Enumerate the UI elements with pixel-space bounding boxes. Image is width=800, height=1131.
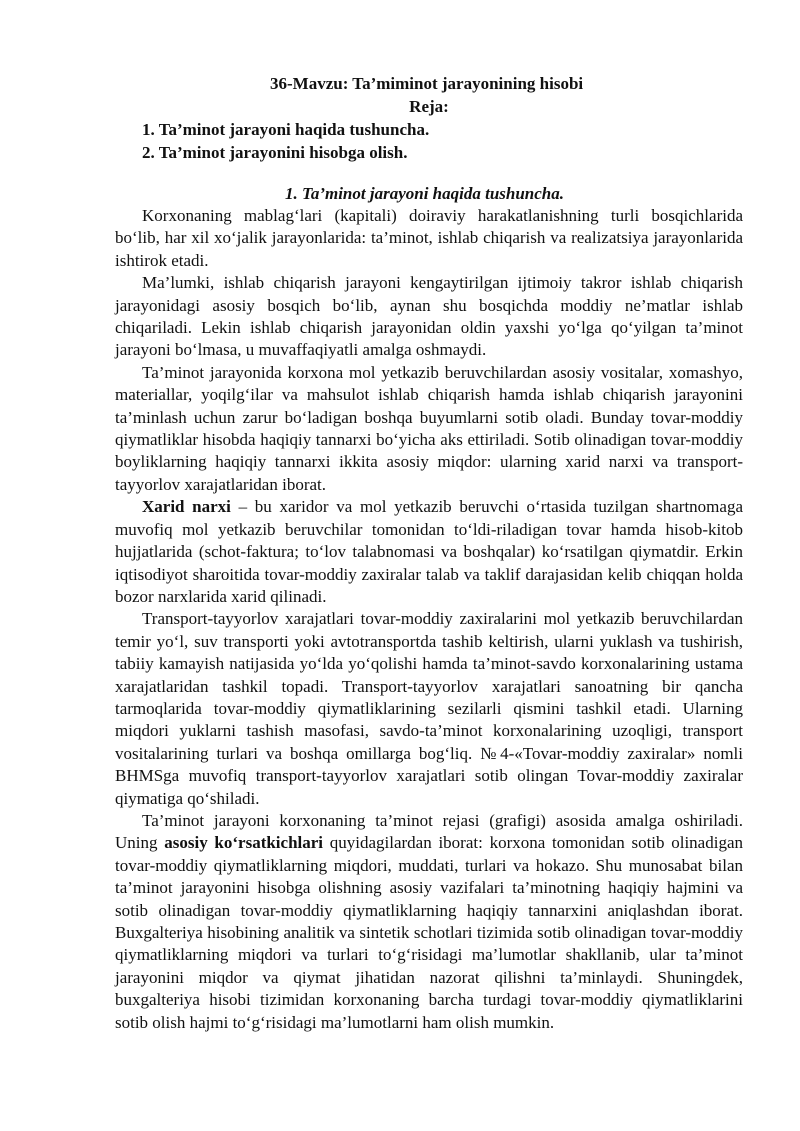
paragraph-3: Ta’minot jarayonida korxona mol yetkazib beruvchilardan asosiy vositalar, xomashyo, materiallar, yoqilg‘ilar va mahsulot ishlab chiqarish hamda ishlab chiqarish jarayonini ta’minlash uchun zarur bo‘ladigan boshqa buyumlarni sotib oladi. Bunday tovar-moddiy qiymatliklar hisobda haqiqiy tannarxi bo‘yicha aks ettiriladi. Sotib olinadigan tovar-moddiy boyliklarning haqiqiy tannarxi ikkita asosiy miqdor: ularning xarid narxi va transport-tayyorlov xarajatlaridan iborat. [115,362,743,494]
paragraph-2: Ma’lumki, ishlab chiqarish jarayoni kengaytirilgan ijtimoiy takror ishlab chiqarish jarayonidagi asosiy bosqich bo‘lib, aynan shu bosqichda moddiy ne’matlar ishlab chiqariladi. Lekin ishlab chiqarish jarayonidan oldin yaxshi yo‘lga qo‘yilgan ta’minot jarayoni bo‘lmasa, u muvaffaqiyatli amalga oshmaydi. [115,273,743,360]
section-heading: 1. Ta’minot jarayoni haqida tushuncha. [285,184,565,203]
paragraph-6-text: quyidagilardan iborat: korxona tomonidan sotib olinadigan tovar-moddiy qiymatliklarning miqdori, muddati, turlari va hokazo. Shu munosabat bilan ta’minot jarayonini hisobga olishning asosiy vazifalari ta’minotning haqiqiy hajmini va sotib olinadigan tovar-moddiy qiymatliklarning haqiqiy tannarxini aniqlashdan iborat. Buxgalteriya hisobining analitik va sintetik schotlari tizimida sotib olinadigan tovar-moddiy qiymatliklarning miqdori va turlari to‘g‘risidagi ma’lumotlar shakllanib, ular ta’minot jarayonini miqdor va qiymat jihatidan nazorat qilishni ta’minlaydi. Shuningdek, buxgalteriya hisobi tizimidan korxonaning barcha turdagi tovar-moddiy qiymatliklarini sotib olish hajmi to‘g‘risidagi ma’lumotlarni ham olish mumkin. [115,833,744,1032]
term-xarid-narxi: Xarid narxi [142,497,231,517]
document-page [115,72,743,1034]
paragraph-6-start: Ta’minot jarayoni korxonaning ta’minot rejasi (grafigi) asosida amalga oshiriladi. Uning [115,810,743,853]
plan-heading: Reja: [409,97,449,116]
plan-item-2: 2. Ta’minot jarayonini hisobga olish. [142,143,408,162]
paragraph-4 [115,496,743,608]
document-title: 36-Mavzu: Ta’miminot jarayonining hisobi [270,74,584,93]
paragraph-4-text: – bu xaridor va mol yetkazib beruvchi o‘rtasida tuzilgan shartnomaga muvofiq mol yetkazib beruvchilar tomonidan to‘ldi-riladigan tovar hamda hisob-kitob hujjatlarida (schot-faktura; to‘lov talabnomasi va boshqalar) ko‘rsatilgan qiymatdir. Erkin iqtisodiyot sharoitida tovar-moddiy zaxiralar talab va taklif darajasidan kelib chiqqan holda bozor narxlarida xarid qilinadi. [115,497,743,606]
paragraph-6 [115,810,743,1034]
term-asosiy-korsatkichlari: asosiy ko‘rsatkichlari [164,833,324,853]
paragraph-1: Korxonaning mablag‘lari (kapitali) doiraviy harakatlanishning turli bosqichlarida bo‘lib, har xil xo‘jalik jarayonlarida: ta’minot, ishlab chiqarish va realizatsiya jarayonlarida ishtirok etadi. [115,206,743,270]
plan-item-1: 1. Ta’minot jarayoni haqida tushuncha. [142,120,430,139]
paragraph-5: Transport-tayyorlov xarajatlari tovar-moddiy zaxiralarini mol yetkazib beruvchilardan temir yo‘l, suv transporti yoki avtotransportda tashib keltirish, ularni yuklash va tushirish, tabiiy kamayish natijasida yo‘lda yo‘qolishi hamda ta’minot-savdo korxonalarining ustama xarajatlaridan tashkil topadi. Transport-tayyorlov xarajatlari sanoatning bir qancha tarmoqlarida tovar-moddiy qiymatliklarining sezilarli qismini tashkil etadi. Ularning miqdori yuklarni tashish masofasi, savdo-ta’minot korxonalarining uzoqligi, transport vositalarining turlari va boshqa omillarga bog‘liq. №4-«Tovar-moddiy zaxiralar» nomli BHMSga muvofiq transport-tayyorlov xarajatlari sotib olingan Tovar-moddiy zaxiralar qiymatiga qo‘shiladi. [115,609,743,808]
